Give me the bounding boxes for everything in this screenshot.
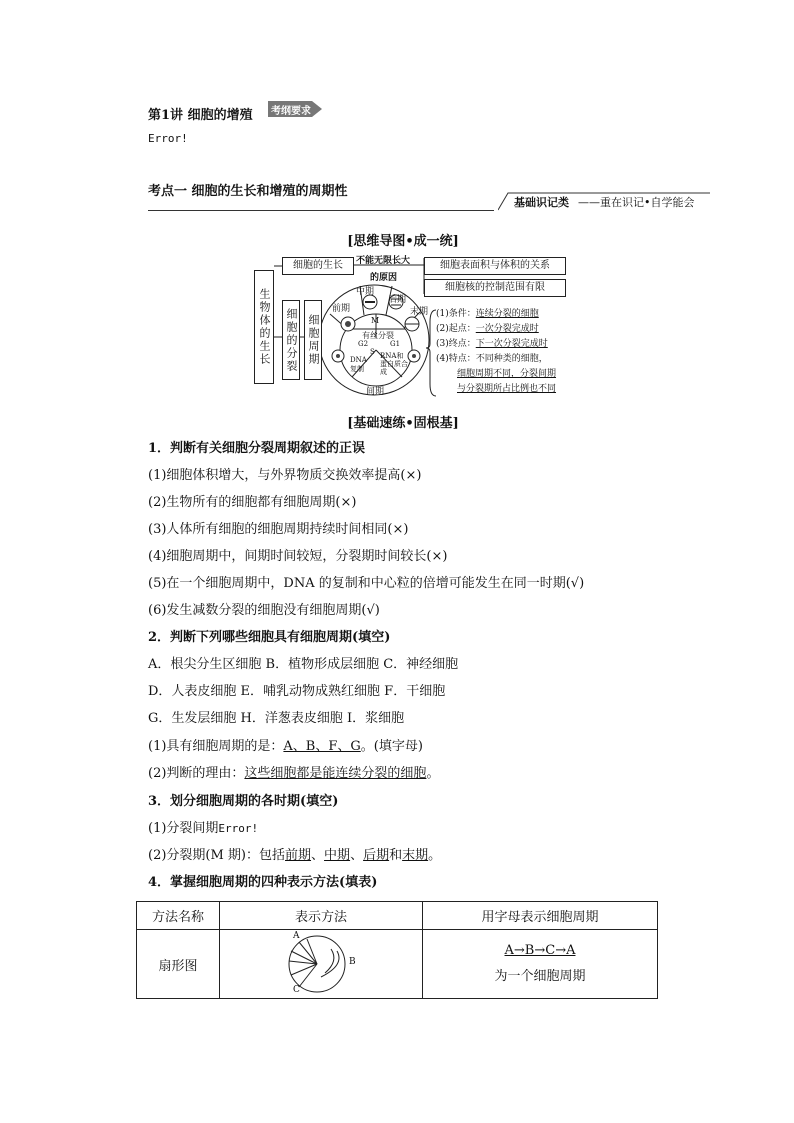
phase-telophase: 末期	[410, 307, 429, 317]
row-fan-letters	[423, 930, 658, 999]
fan-label-b: B	[349, 957, 356, 967]
q3-title: 3．划分细胞周期的各时期(填空)	[148, 794, 339, 809]
fan-label-c: C	[293, 985, 300, 995]
q2-answer-2: (2)判断的理由：这些细胞都是能连续分裂的细胞。	[148, 766, 440, 781]
q1-item-2: (2)生物所有的细胞都有细胞周期(×)	[148, 495, 357, 510]
note-4: (4)特点：不同种类的细胞，	[436, 354, 548, 364]
practice-heading: [基础速练•固根基]	[347, 416, 459, 431]
subtitle-bold: 基础识记类	[514, 196, 569, 209]
rna-label: RNA和蛋白质合成	[380, 352, 408, 376]
fan-formula: A→B→C→A	[504, 943, 576, 958]
table-row	[137, 930, 658, 999]
fan-desc: 为一个细胞周期	[494, 969, 586, 984]
note-2: (2)起点：一次分裂完成时	[436, 324, 539, 334]
note-6: 与分裂期所占比例也不同	[457, 384, 557, 394]
syllabus-tag	[268, 99, 324, 119]
note-5: 细胞周期不同，分裂间期	[457, 369, 557, 379]
q1-item-4: (4)细胞周期中，间期时间较短，分裂期时间较长(×)	[148, 549, 448, 564]
m-label: M	[371, 316, 380, 325]
q1-item-1: (1)细胞体积增大，与外界物质交换效率提高(×)	[148, 468, 422, 483]
q1-item-5: (5)在一个细胞周期中，DNA 的复制和中心粒的倍增可能发生在同一时期(√)	[148, 576, 585, 591]
ratio-box: 细胞表面积与体积的关系	[424, 257, 566, 275]
row-fan-name: 扇形图	[137, 930, 220, 999]
fan-label-a: A	[293, 931, 300, 941]
table-header-row	[137, 902, 658, 930]
fan-chart-icon	[221, 931, 421, 997]
dna-label: DNA复制	[350, 356, 367, 373]
mindmap	[252, 252, 572, 402]
q3-answer-2: (2)分裂期(M 期)：包括前期、中期、后期和末期。	[148, 848, 442, 863]
q1-item-3: (3)人体所有细胞的细胞周期持续时间相同(×)	[148, 522, 409, 537]
note-3: (3)终点：下一次分裂完成时	[436, 339, 548, 349]
header-representation: 表示方法	[220, 902, 423, 930]
section-divider	[148, 210, 494, 211]
cell-division-box: 细胞的分裂	[282, 300, 300, 380]
fan-diagram	[221, 931, 421, 997]
methods-table	[136, 901, 658, 999]
note-1: (1)条件：连续分裂的细胞	[436, 309, 539, 319]
header-letter-cycle: 用字母表示细胞周期	[423, 902, 658, 930]
g1-label: G1	[390, 340, 401, 348]
q2-options-1: A．根尖分生区细胞 B．植物形成层细胞 C．神经细胞	[148, 657, 459, 672]
header-method-name: 方法名称	[137, 902, 220, 930]
mitosis-label: 有丝分裂	[362, 331, 394, 340]
reason-text: 的原因	[370, 273, 398, 283]
s-label: S	[370, 348, 375, 356]
cannot-grow-text: 不能无限长大	[356, 256, 411, 266]
q2-title: 2．判断下列哪些细胞具有细胞周期(填空)	[148, 630, 391, 645]
cell-cycle-box: 细胞周期	[304, 300, 322, 380]
row-fan-diagram	[220, 930, 423, 999]
phase-prophase: 前期	[332, 304, 351, 314]
error-text: Error!	[148, 132, 188, 145]
q2-options-3: G．生发层细胞 H．洋葱表皮细胞 I．浆细胞	[148, 711, 405, 726]
q2-options-2: D．人表皮细胞 E．哺乳动物成熟红细胞 F．干细胞	[148, 684, 446, 699]
q1-item-6: (6)发生减数分裂的细胞没有细胞周期(√)	[148, 603, 380, 618]
section-subtitle	[498, 191, 710, 211]
subtitle-rest: ——重在识记•自学能会	[578, 196, 695, 209]
organism-growth-box: 生物体的生长	[254, 270, 274, 384]
q3-answer-1: (1)分裂间期Error!	[148, 821, 259, 836]
mindmap-heading: [思维导图•成一统]	[347, 234, 459, 249]
section-title: 考点一 细胞的生长和增殖的周期性	[148, 184, 348, 199]
nucleus-box: 细胞核的控制范围有限	[424, 279, 566, 297]
cell-growth-box: 细胞的生长	[282, 257, 354, 275]
lecture-title: 第1讲 细胞的增殖	[148, 108, 253, 123]
phase-metaphase: 中期	[356, 287, 375, 297]
phase-anaphase: 后期	[388, 295, 407, 305]
g2-label: G2	[358, 340, 369, 348]
q2-answer-1: (1)具有细胞周期的是：A、B、F、G。(填字母)	[148, 739, 423, 754]
tag-label: 考纲要求	[271, 106, 311, 117]
q1-title: 1．判断有关细胞分裂周期叙述的正误	[148, 441, 366, 456]
interphase-label: 间期	[366, 387, 385, 397]
q4-title: 4．掌握细胞周期的四种表示方法(填表)	[148, 875, 378, 890]
